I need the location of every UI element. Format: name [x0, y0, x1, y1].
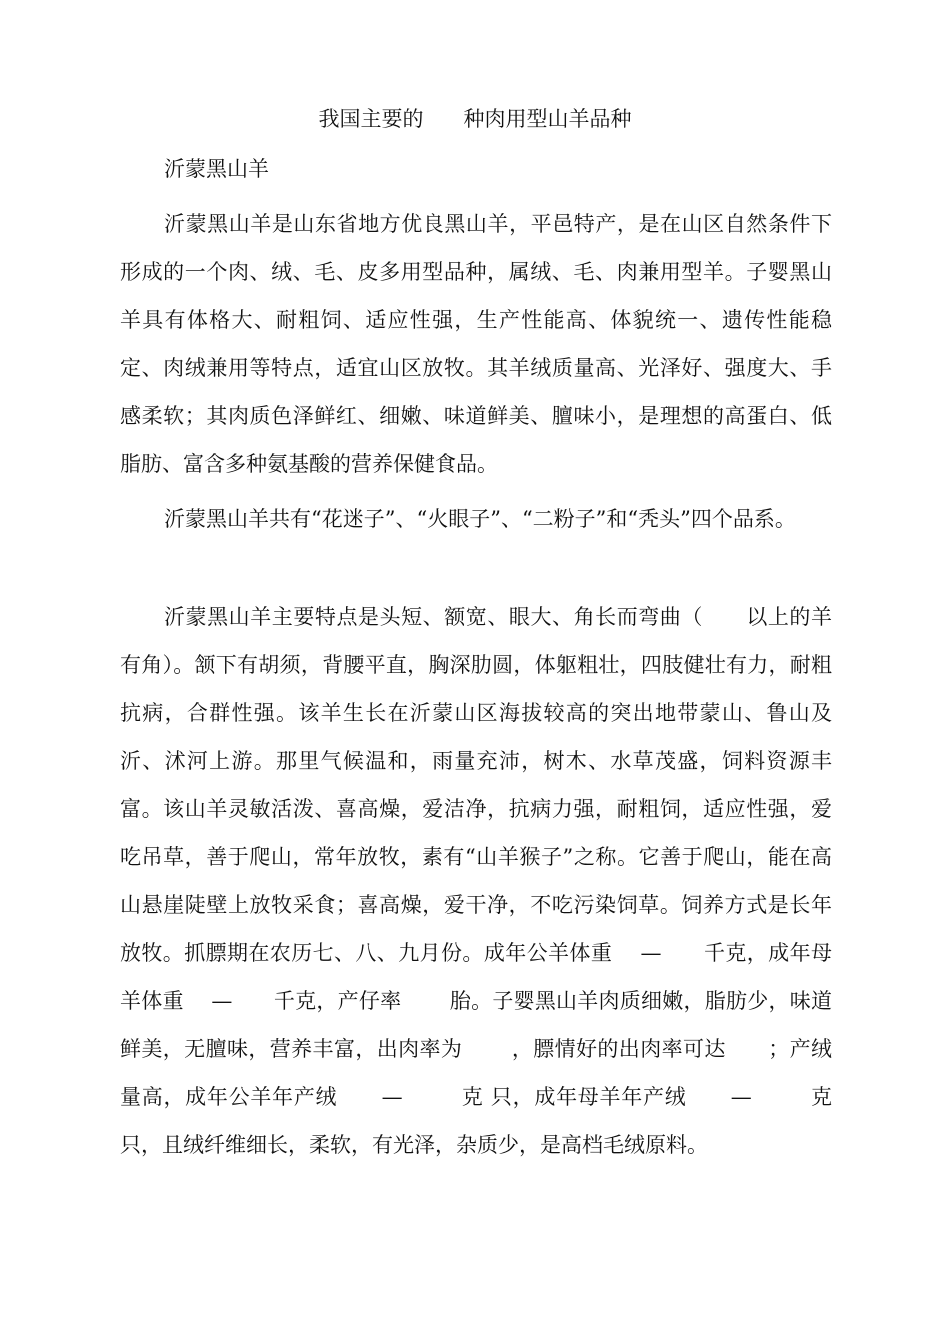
paragraph-strains: 沂蒙黑山羊共有“花迷子”、“火眼子”、“二粉子”和“秃头”四个品系。	[164, 507, 796, 531]
section-heading: 沂蒙黑山羊	[164, 157, 269, 181]
paragraph-features: 沂蒙黑山羊主要特点是头短、额宽、眼大、角长而弯曲（ 以上的羊有角）。颔下有胡须，背腰平直，胸深肋圆，体躯粗壮，四肢健壮有力，耐粗抗病，合群性强。该羊生长在沂蒙山区海拔较高的突出地带蒙山、鲁山及沂、沭河上游。那里气候温和，雨量充沛，树木、水草茂盛，饲料资源丰富。该山羊灵敏活泼、喜高燥，爱洁净，抗病力强，耐粗饲，适应性强，爱吃吊草，善于爬山，常年放牧，素有“山羊猴子”之称。它善于爬山，能在高山悬崖陡壁上放牧采食；喜高燥，爱干净，不吃污染饲草。饲养方式是长年放牧。抓膘期在农历七、八、九月份。成年公羊体重 — 千克，成年母羊体重 — 千克，产仔率 胎。子婴黑山羊肉质细嫩，脂肪少，味道鲜美，无膻味，营养丰富，出肉率为 ，膘情好的出肉率可达 ；产绒量高，成年公羊年产绒 — 克 只，成年母羊年产绒 — 克 只，且绒纤维细长，柔软，有光泽，杂质少，是高档毛绒原料。	[120, 605, 839, 1157]
paragraph-intro: 沂蒙黑山羊是山东省地方优良黑山羊，平邑特产，是在山区自然条件下形成的一个肉、绒、毛、皮多用型品种，属绒、毛、肉兼用型羊。子婴黑山羊具有体格大、耐粗饲、适应性强，生产性能高、体貌统一、遗传性能稳定、肉绒兼用等特点，适宜山区放牧。其羊绒质量高、光泽好、强度大、手感柔软；其肉质色泽鲜红、细嫩、味道鲜美、膻味小，是理想的高蛋白、低脂肪、富含多种氨基酸的营养保健食品。	[120, 212, 832, 476]
document-title: 我国主要的 种肉用型山羊品种	[318, 107, 632, 131]
